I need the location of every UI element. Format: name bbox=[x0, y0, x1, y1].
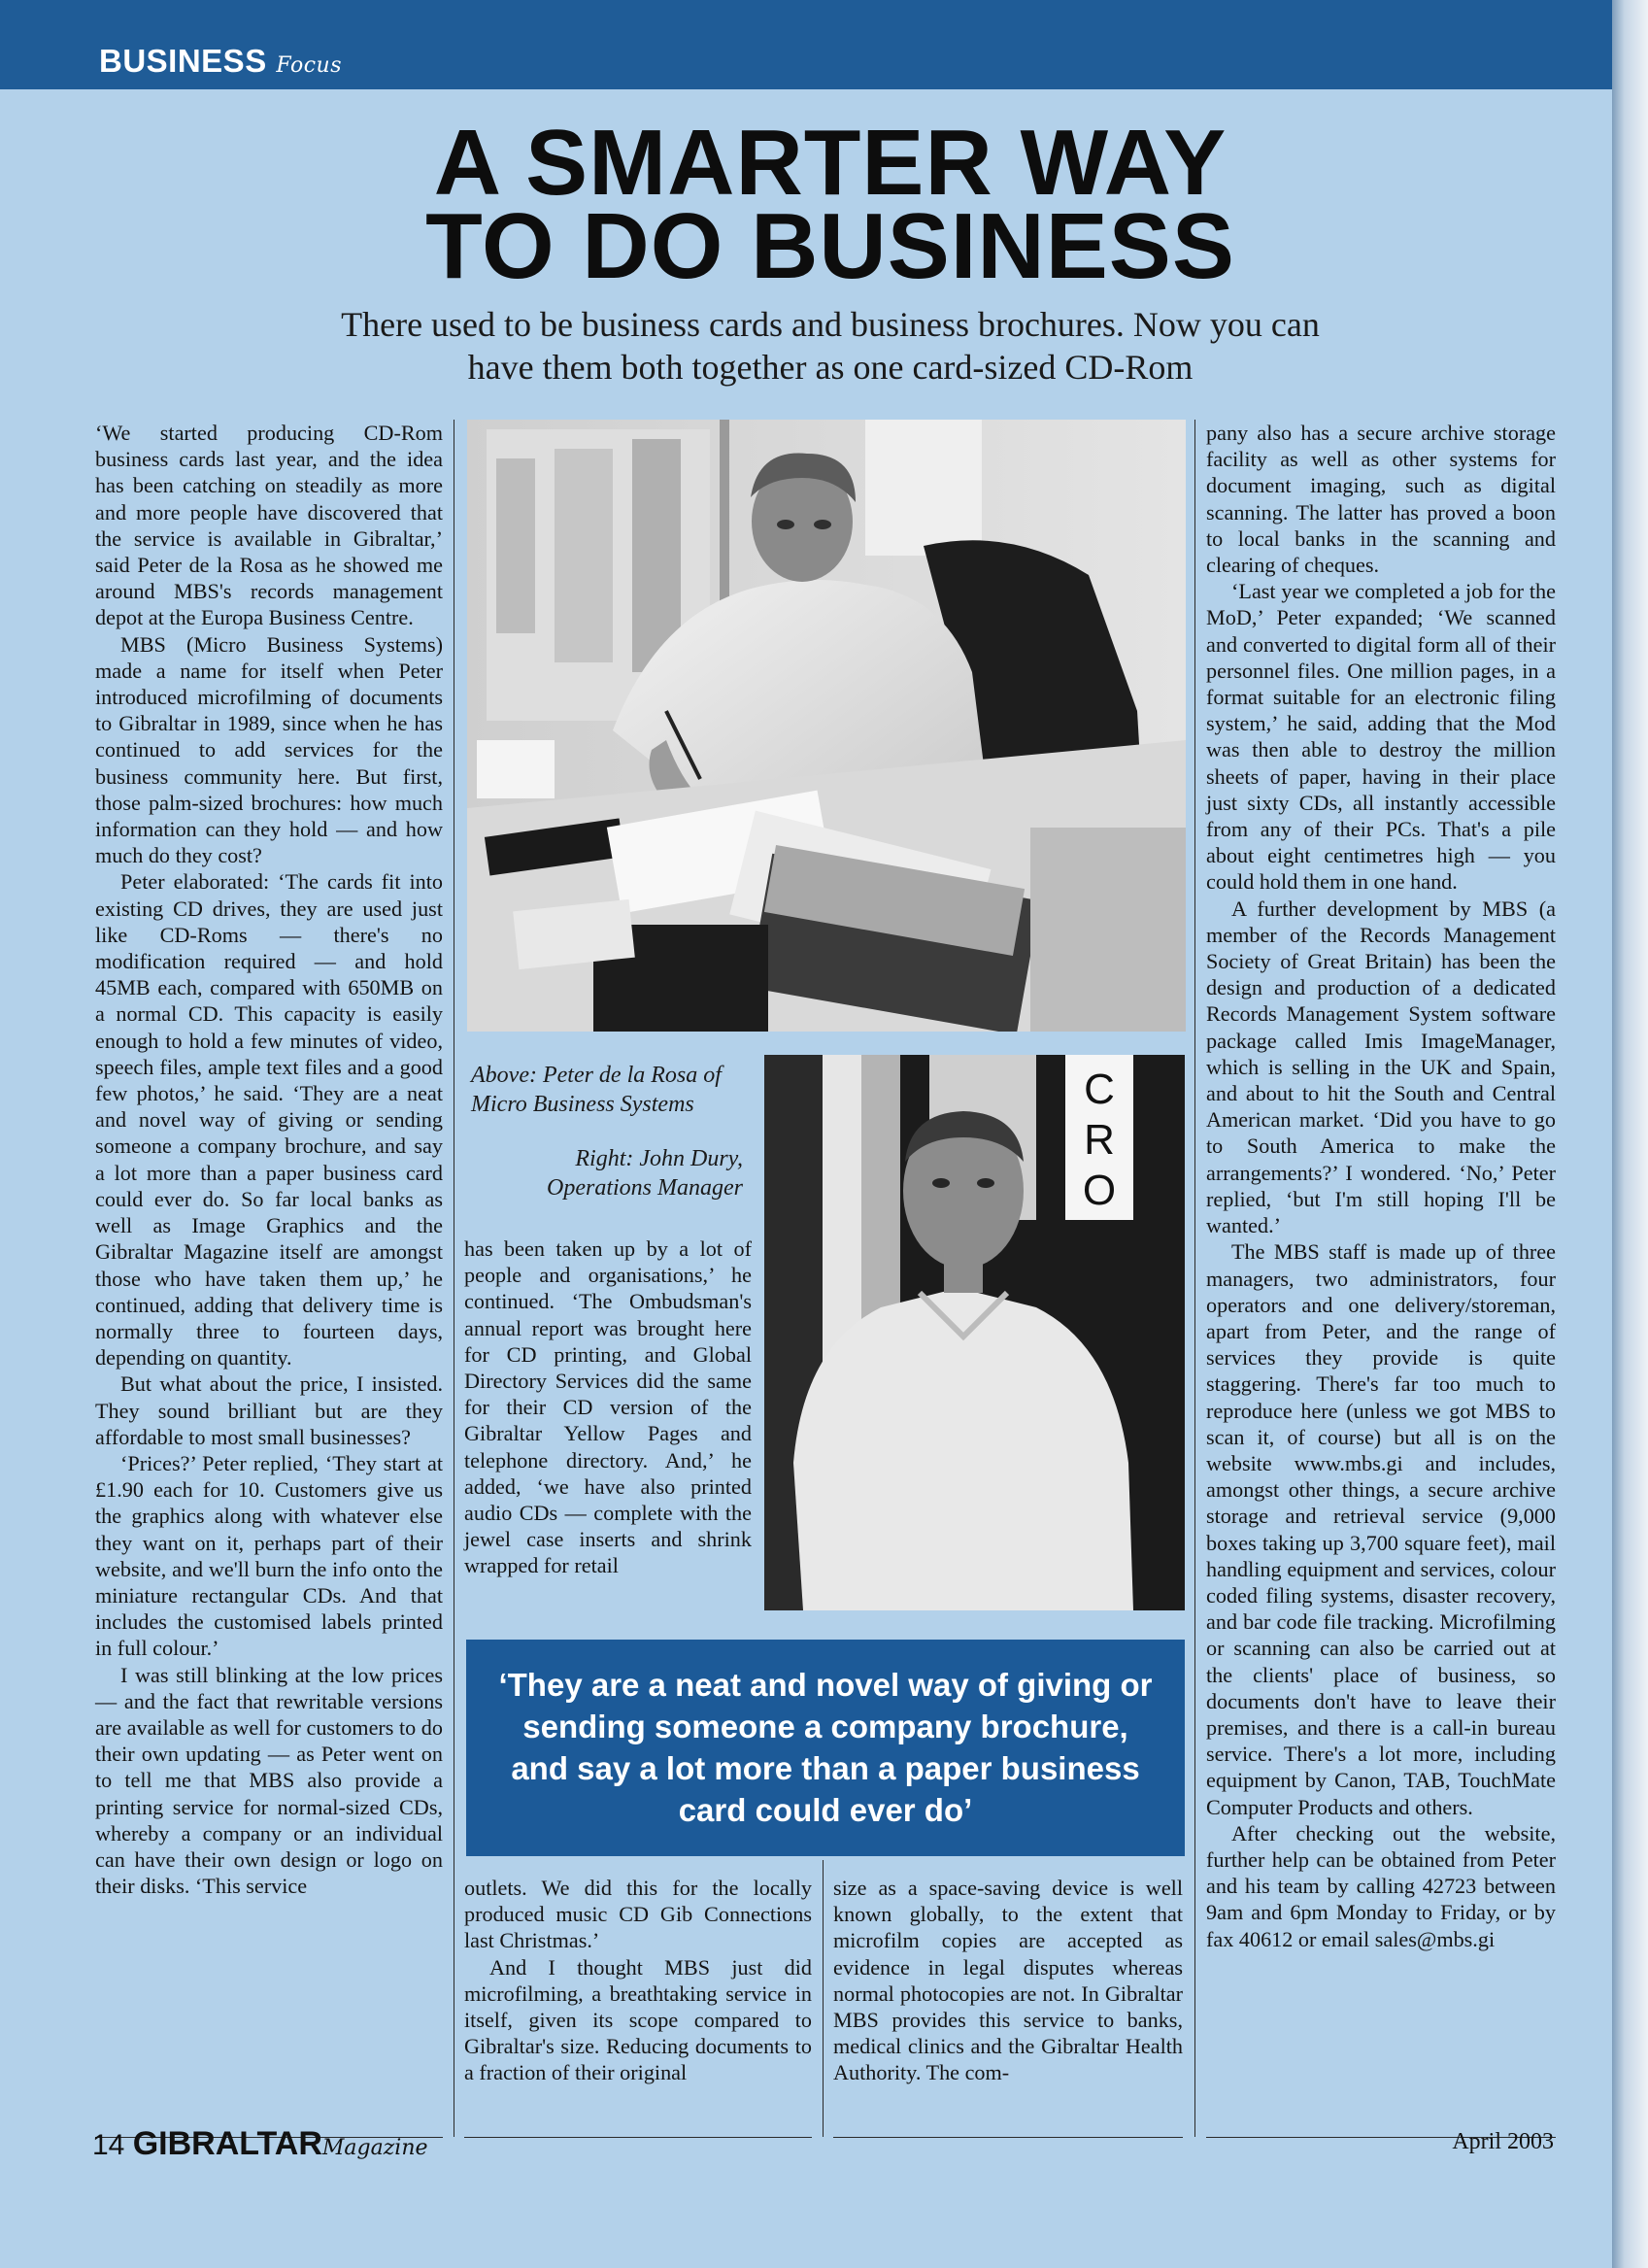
article-headline bbox=[330, 111, 1330, 298]
headline-line-1: A SMARTER WAY bbox=[433, 111, 1228, 215]
sign-letter-3: O bbox=[1082, 1167, 1117, 1214]
headline-line-2: TO DO BUSINESS bbox=[425, 194, 1235, 298]
paragraph: outlets. We did this for the locally produced music CD Gib Connections last Christmas.’ bbox=[464, 1876, 812, 1953]
photo-peter-de-la-rosa bbox=[467, 420, 1186, 1032]
photo-office-desk-image bbox=[467, 420, 1186, 1032]
paragraph: ‘We started producing CD-Rom business cards last year, and the idea has been catching on steadily as more and more people have discovered that the service is available in Gibraltar,’ said Peter de la Rosa as he showed me around MBS's records management depot at the Europa Business Centre. bbox=[95, 421, 443, 630]
paragraph: Peter elaborated: ‘The cards fit into existing CD drives, they are used just like CD-Roms — there's no modification required — and hold 45MB each, compared with 650MB on a normal CD. This capacity is easily enough to hold a few minutes of video, speech files, ample text files and a good few photos,’ he said. ‘They are a neat and novel way of giving or sending someone a company brochure, and say a lot more than a paper business card could ever do. So far local banks as well as Image Graphics and the Gibraltar Magazine itself are amongst those who have taken them up,’ he continued, adding that delivery time is normally three to fourteen days, depending on quantity. bbox=[95, 869, 443, 1371]
article-column-3 bbox=[833, 1875, 1183, 2086]
section-subtitle: Focus bbox=[276, 53, 342, 78]
article-column-1 bbox=[95, 420, 443, 1899]
paragraph: has been taken up by a lot of people and organisations,’ he continued. ‘The Ombudsman's annual report was brought here for CD printing, and Global Directory Services did the same for their CD version of the Gibraltar Yellow Pages and telephone directory. And,’ he added, ‘we have also printed audio CDs — complete with the jewel case inserts and shrink wrapped for retail bbox=[464, 1236, 752, 1578]
paragraph: pany also has a secure archive storage facility as well as other systems for document imaging, such as digital scanning. The latter has proved a boon to local banks in the scanning and clearing of cheques. bbox=[1206, 421, 1556, 578]
paragraph: ‘Last year we completed a job for the MoD,’ Peter expanded; ‘We scanned and converted to digital form all of their personnel files. One million pages, in a format suitable for an electronic filing system,’ he said, adding that the Mod was then able to destroy the million sheets of paper, having in their place just sixty CDs, all instantly accessible from any of their PCs. That's a pile about eight centimetres high — you could hold them in one hand. bbox=[1206, 579, 1556, 895]
pull-quote: ‘They are a neat and novel way of giving or sending someone a company brochure, and say a lot more than a paper business card could ever do’ bbox=[466, 1640, 1185, 1856]
paragraph: size as a space-saving device is well known globally, to the extent that microfilm copies are accepted as evidence in legal disputes whereas normal photocopies are not. In Gibraltar MBS provides this service to banks, medical clinics and the Gibraltar Health Authority. The com- bbox=[833, 1876, 1183, 2085]
page-footer-masthead bbox=[92, 2125, 428, 2163]
sign-letter-1: C bbox=[1084, 1066, 1115, 1113]
magazine-name: GIBRALTAR bbox=[132, 2125, 322, 2162]
page-edge bbox=[1612, 0, 1648, 2268]
paragraph: I was still blinking at the low prices — and the fact that rewritable versions are available as well for customers to do their own updating — as Peter went on to tell me that MBS also provide a printing service for normal-sized CDs, whereby a company or an individual can have their own design or logo on their disks. ‘This service bbox=[95, 1662, 443, 1899]
column-rule bbox=[1194, 420, 1195, 2137]
column-rule bbox=[823, 1860, 824, 2137]
issue-date: April 2003 bbox=[1452, 2129, 1554, 2154]
column-end-rule bbox=[464, 2137, 812, 2138]
photo-caption-right: Right: John Dury, Operations Manager bbox=[547, 1146, 743, 1201]
sign-letter-2: R bbox=[1084, 1116, 1115, 1164]
article-standfirst: There used to be business cards and business brochures. Now you can have them both together as one card-sized CD-Rom bbox=[341, 305, 1320, 387]
article-column-2-lower bbox=[464, 1875, 812, 2086]
paragraph: The MBS staff is made up of three managers, two administrators, four operators and one delivery/storeman, apart from Peter, and the range of services they provide is quite staggering. There's far too much to reproduce here (unless we got MBS to scan it, of course) but all is on the website www.mbs.gi and includes, amongst other things, a secure archive storage and retrieval service (9,000 boxes taking up 3,700 square feet), mail handling equipment and services, colour coded filing systems, disaster recovery, and bar code file tracking. Microfilming or scanning can also be carried out at the clients' place of business, so documents don't have to leave their premises, and there is a call-in bureau service. There's a lot more, including equipment by Canon, TAB, TouchMate Computer Products and others. bbox=[1206, 1239, 1556, 1819]
paragraph: A further development by MBS (a member of the Records Management Society of Great Britain) has been the design and production of a dedicated Records Management System software package called Imis ImageManager, which is selling in the UK and Spain, and about to hit the South and Central American market. ‘Did you have to go to South America to make the arrangements?’ I wondered. ‘No,’ Peter replied, ‘but I'm still hoping I'll be wanted.’ bbox=[1206, 896, 1556, 1238]
photo-john-dury bbox=[764, 1055, 1185, 1610]
article-column-4 bbox=[1206, 420, 1556, 1952]
magazine-name-sub: Magazine bbox=[321, 2136, 428, 2160]
photo-operations-manager-image bbox=[764, 1055, 1185, 1610]
column-end-rule bbox=[833, 2137, 1183, 2138]
paragraph: MBS (Micro Business Systems) made a name for itself when Peter introduced microfilming of documents to Gibraltar in 1989, since when he has continued to add services for the business community here. But first, those palm-sized brochures: how much information can they hold — and how much do they cost? bbox=[95, 631, 443, 868]
paragraph: But what about the price, I insisted. They sound brilliant but are they affordable to most small businesses? bbox=[95, 1371, 443, 1449]
paragraph: And I thought MBS just did microfilming, a breathtaking service in itself, given its scope compared to Gibraltar's size. Reducing documents to a fraction of their original bbox=[464, 1954, 812, 2085]
section-label bbox=[99, 43, 342, 80]
paragraph: After checking out the website, further help can be obtained from Peter and his team by calling 42723 between 9am and 6pm Monday to Friday, or by fax 40612 or email sales@mbs.gi bbox=[1206, 1820, 1556, 1951]
article-column-2-upper bbox=[464, 1236, 752, 1579]
paragraph: ‘Prices?’ Peter replied, ‘They start at £1.90 each for 10. Customers give us the graphics along with whatever else they want on it, perhaps part of their website, and we'll burn the info onto the miniature rectangular CDs. And that includes the customised labels printed in full colour.’ bbox=[95, 1450, 443, 1661]
page-number: 14 bbox=[92, 2129, 125, 2161]
section-title: BUSINESS bbox=[99, 43, 267, 79]
photo-caption-above: Above: Peter de la Rosa of Micro Business Systems bbox=[471, 1063, 722, 1117]
